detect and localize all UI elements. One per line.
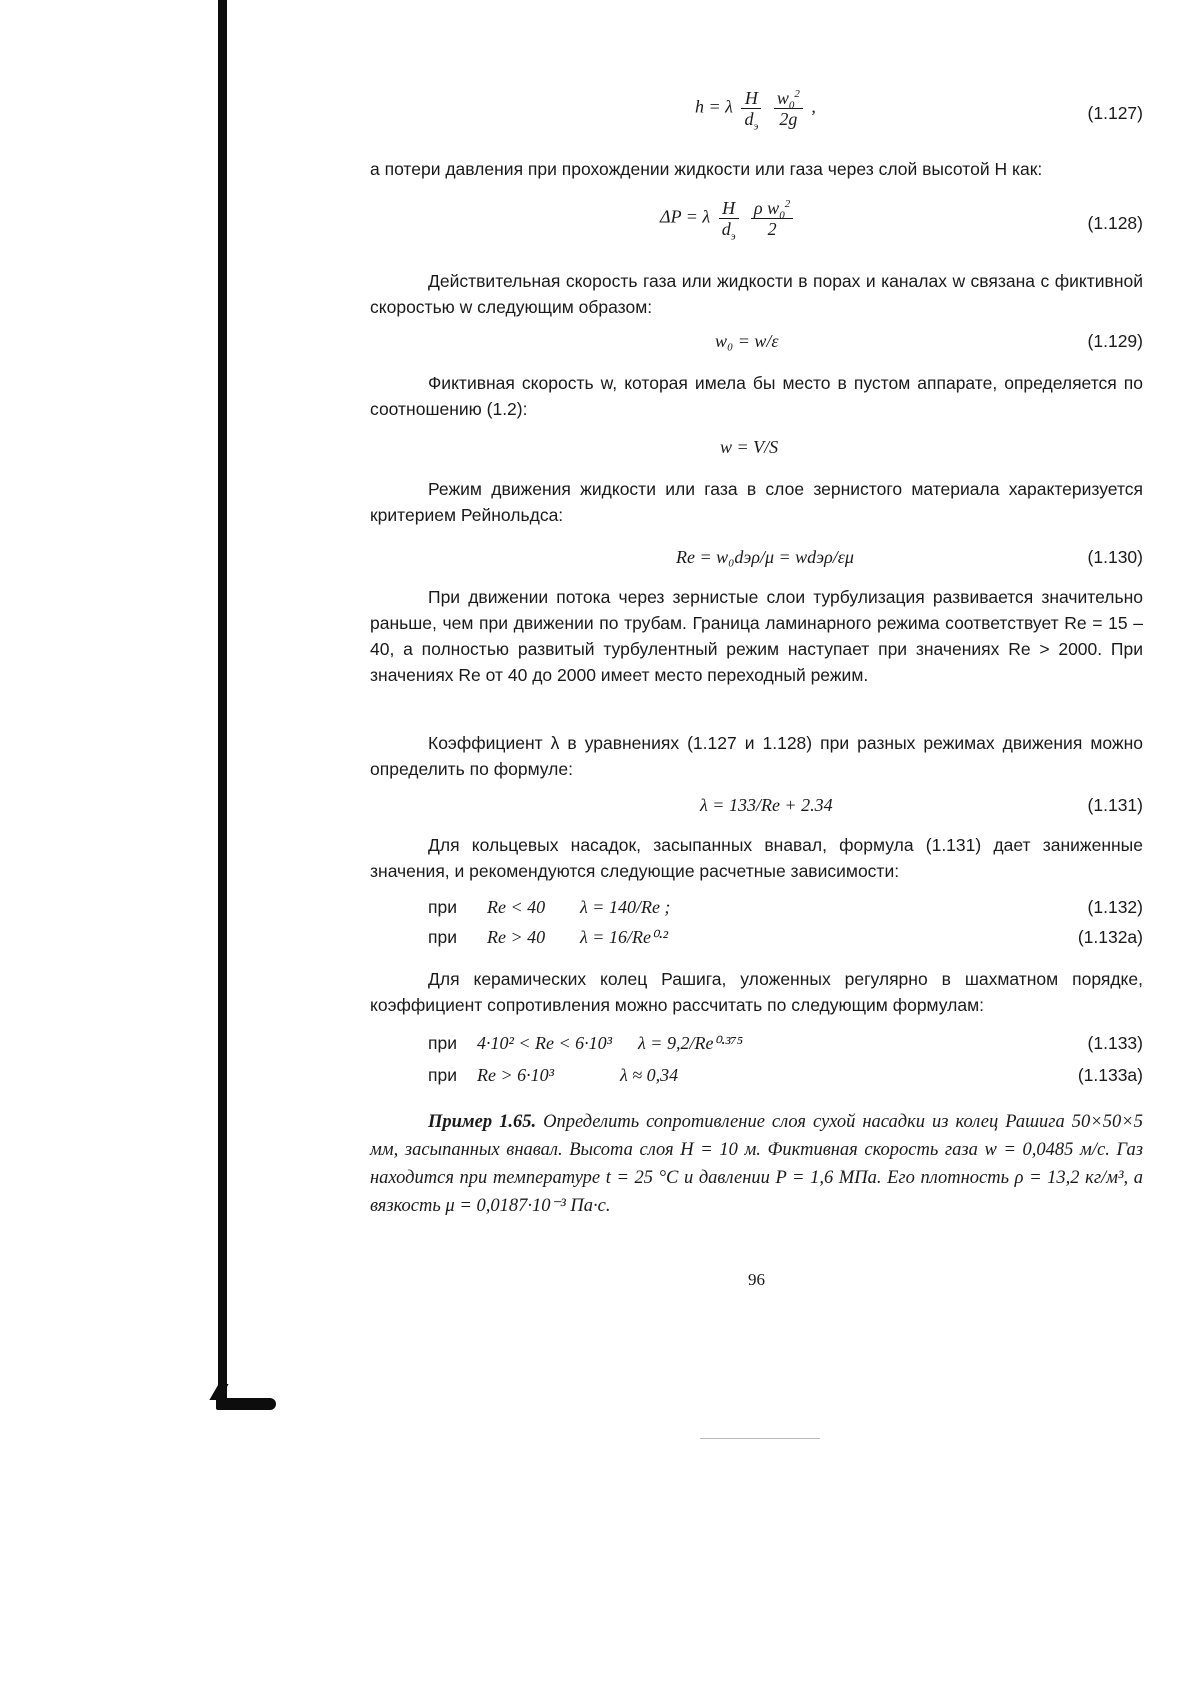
formula: Re = w₀dэρ/μ = wdэρ/εμ [676, 547, 854, 567]
condition: Re > 40 [487, 927, 546, 947]
formula: w = V/S [720, 437, 779, 457]
paragraph: Фиктивная скорость w, которая имела бы место в пустом аппарате, определяется по соотношению (1.2): [370, 373, 1143, 419]
paragraph: Для кольцевых насадок, засыпанных внавал, формула (1.131) дает заниженные значения, и рекомендуются следующие расчетные зависимости: [370, 835, 1143, 881]
condition: Re < 40 [487, 897, 546, 917]
equation-1-132a [370, 924, 1143, 954]
example-title: Пример 1.65. [428, 1112, 537, 1132]
binding-edge [218, 0, 227, 1410]
equation-1-127 [370, 88, 1143, 133]
equation-1-128 [370, 198, 1143, 243]
example-body: Определить сопротивление слоя сухой насадки из колец Рашига 50×50×5 мм, засыпанных внавал. Высота слоя H = 10 м. Фиктивная скорость газа w = 0,0485 м/с. Газ находится при температуре t = 25 °C и давлении P = 1,6 МПа. Его плотность ρ = 13,2 кг/м³, а вязкость μ = 0,0187·10⁻³ Па·с. [370, 1112, 1143, 1216]
equation-number: (1.128) [1087, 213, 1143, 233]
equation-1-133a [370, 1062, 1143, 1092]
example-block [370, 1108, 1143, 1220]
paragraph: Действительная скорость газа или жидкости в порах и каналах w связана с фиктивной скоростью w следующим образом: [370, 271, 1143, 317]
equation-number: (1.132) [1087, 897, 1143, 917]
paragraph: Режим движения жидкости или газа в слое зернистого материала характеризуется критерием Рейнольдса: [370, 479, 1143, 525]
formula-pressure-loss: ΔP = λ $\frac{H}{d_э}$ $\frac{\rho w_0^2}{2}$ [660, 198, 797, 239]
equation-number: (1.127) [1087, 103, 1143, 123]
equation-number: (1.130) [1087, 547, 1143, 567]
condition-word: при [428, 1065, 457, 1085]
formula: λ = 133/Re + 2.34 [700, 795, 833, 815]
formula: λ = 140/Re ; [580, 897, 671, 917]
equation-number: (1.132a) [1077, 927, 1143, 947]
condition: 4·10² < Re < 6·10³ [477, 1033, 613, 1053]
equation-1-132 [370, 894, 1143, 924]
formula: λ ≈ 0,34 [620, 1065, 679, 1085]
paragraph: При движении потока через зернистые слои турбулизация развивается значительно раньше, чем при движении по трубам. Граница ламинарного режима соответствует Re = 15 – 40, а полностью развитый турбулентный режим наступает при значениях Re > 2000. При значениях Re от 40 до 2000 имеет место переходный режим. [370, 587, 1143, 685]
formula: w₀ = w/ε [715, 331, 779, 351]
equation-number: (1.133) [1087, 1033, 1143, 1053]
condition-word: при [428, 897, 457, 917]
binding-edge-foot [216, 1398, 276, 1410]
formula: λ = 16/Re⁰·² [580, 927, 669, 947]
equation-1-129 [370, 330, 1143, 370]
page-number: 96 [748, 1270, 765, 1289]
paragraph: Коэффициент λ в уравнениях (1.127 и 1.128) при разных режимах движения можно определить по формуле: [370, 733, 1143, 779]
equation-1-133 [370, 1030, 1143, 1060]
equation-number: (1.133a) [1077, 1065, 1143, 1085]
scan-artifact [700, 1438, 820, 1439]
paragraph: а потери давления при прохождении жидкости или газа через слой высотой H как: [370, 159, 1043, 179]
condition-word: при [428, 927, 457, 947]
paragraph: Для керамических колец Рашига, уложенных регулярно в шахматном порядке, коэффициент сопротивления можно рассчитать по следующим формулам: [370, 969, 1143, 1015]
equation-1-130 [370, 546, 1143, 586]
condition: Re > 6·10³ [477, 1065, 555, 1085]
equation-fictitious-velocity [370, 436, 1143, 476]
equation-number: (1.129) [1087, 331, 1143, 351]
formula: λ = 9,2/Re⁰·³⁷⁵ [638, 1033, 744, 1053]
equation-1-131 [370, 794, 1143, 834]
formula-head-loss: h = λ $\frac{H}{d_э}$ $\frac{w_0^2}{2g}$ , [695, 88, 816, 133]
condition-word: при [428, 1033, 457, 1053]
equation-number: (1.131) [1087, 795, 1143, 815]
